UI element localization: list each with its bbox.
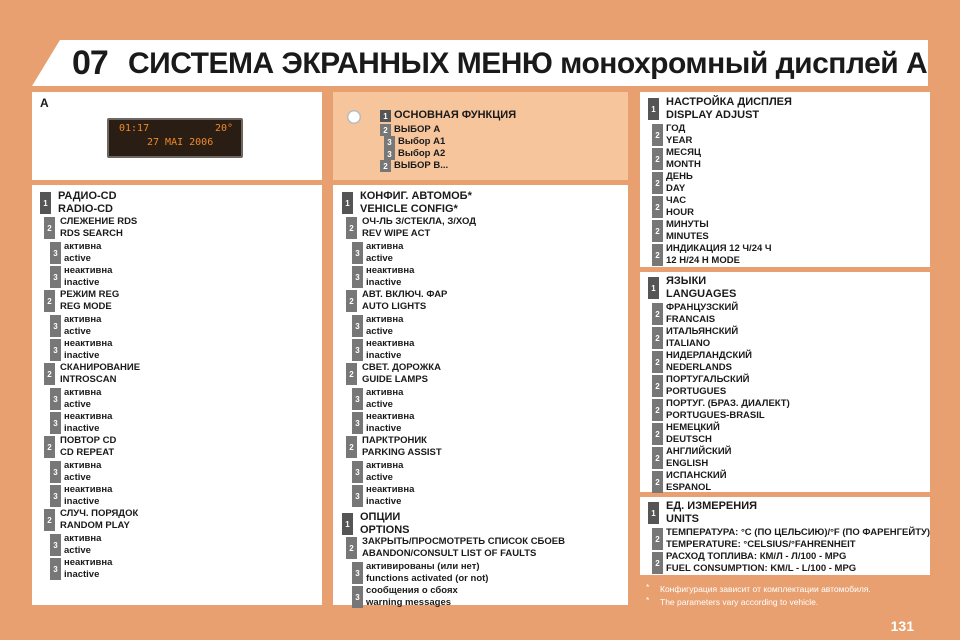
main-menu-level-badge: 3 — [384, 136, 395, 148]
radio-sub-label: неактивна — [64, 338, 113, 349]
units-title: UNITS — [666, 513, 699, 525]
vehicle-sub-label: активна — [366, 241, 404, 252]
display-adjust-item: МИНУТЫ — [666, 219, 709, 230]
radio-sub-label: inactive — [64, 350, 100, 361]
languages-level-badge: 1 — [648, 277, 659, 299]
vehicle-sub-label: активна — [366, 460, 404, 471]
languages-item: НЕМЕЦКИЙ — [666, 422, 720, 433]
vehicle-level-badge: 2 — [346, 290, 357, 312]
options-level-badge: 3 — [352, 586, 363, 608]
radio-sub-label: active — [64, 472, 91, 483]
chapter-number: 07 — [72, 44, 108, 82]
units-level-badge: 2 — [652, 528, 663, 550]
radio-sub-label: активна — [64, 387, 102, 398]
radio-sub-label: неактивна — [64, 411, 113, 422]
languages-level-badge: 2 — [652, 375, 663, 397]
lcd-display — [107, 118, 243, 158]
main-menu-level-badge: 2 — [380, 160, 391, 172]
radio-level-badge: 3 — [50, 388, 61, 410]
languages-level-badge: 2 — [652, 471, 663, 493]
vehicle-title: КОНФИГ. АВТОМОБ* — [360, 190, 472, 202]
radio-level-badge: 3 — [50, 461, 61, 483]
vehicle-sub-label: active — [366, 253, 393, 264]
vehicle-group-label: СВЕТ. ДОРОЖКА — [362, 362, 441, 373]
main-menu-title: ОСНОВНАЯ ФУНКЦИЯ — [394, 109, 517, 121]
radio-level-badge: 3 — [50, 339, 61, 361]
main-menu-item: Выбор A2 — [398, 148, 446, 159]
radio-title: RADIO-CD — [58, 203, 113, 215]
radio-level-badge: 3 — [50, 266, 61, 288]
radio-group-label: СКАНИРОВАНИЕ — [60, 362, 141, 373]
vehicle-sub-label: active — [366, 326, 393, 337]
languages-item: PORTUGUES — [666, 386, 727, 397]
footnote-star-en: * — [646, 595, 650, 605]
units-item: TEMPERATURE: °CELSIUS/°FAHRENHEIT — [666, 539, 856, 550]
vehicle-level-badge: 3 — [352, 388, 363, 410]
options-sub-label: functions activated (or not) — [366, 573, 489, 584]
display-adjust-item: ДЕНЬ — [666, 171, 693, 182]
main-menu-level-badge: 1 — [380, 110, 391, 122]
units-item: РАСХОД ТОПЛИВА: КМ/Л - Л/100 - MPG — [666, 551, 847, 562]
options-sub-label: активированы (или нет) — [366, 561, 480, 572]
vehicle-level-badge: 2 — [346, 217, 357, 239]
radio-level-badge: 3 — [50, 534, 61, 556]
languages-title: ЯЗЫКИ — [666, 275, 707, 287]
radio-level-badge: 2 — [44, 290, 55, 312]
display-adjust-level-badge: 2 — [652, 172, 663, 194]
languages-item: PORTUGUES-BRASIL — [666, 410, 765, 421]
vehicle-level-badge: 3 — [352, 266, 363, 288]
vehicle-level-badge: 3 — [352, 315, 363, 337]
display-panel-label: A — [40, 96, 49, 110]
languages-item: NEDERLANDS — [666, 362, 732, 373]
radio-sub-label: inactive — [64, 423, 100, 434]
vehicle-group-label: AUTO LIGHTS — [362, 301, 427, 312]
radio-sub-label: inactive — [64, 277, 100, 288]
languages-level-badge: 2 — [652, 447, 663, 469]
main-menu-item: ВЫБОР B... — [394, 160, 449, 171]
display-adjust-item: ЧАС — [666, 195, 687, 206]
vehicle-sub-label: неактивна — [366, 484, 415, 495]
radio-group-label: ПОВТОР CD — [60, 435, 117, 446]
display-adjust-item: MINUTES — [666, 231, 709, 242]
vehicle-sub-label: active — [366, 472, 393, 483]
radio-sub-label: active — [64, 399, 91, 410]
languages-item: АНГЛИЙСКИЙ — [666, 446, 732, 457]
languages-level-badge: 2 — [652, 399, 663, 421]
languages-item: ПОРТУГАЛЬСКИЙ — [666, 374, 750, 385]
vehicle-title: VEHICLE CONFIG* — [360, 203, 458, 215]
languages-level-badge: 2 — [652, 423, 663, 445]
languages-item: ESPANOL — [666, 482, 712, 493]
radio-sub-label: активна — [64, 533, 102, 544]
display-adjust-item: DAY — [666, 183, 686, 194]
radio-level-badge: 2 — [44, 509, 55, 531]
radio-group-label: INTROSCAN — [60, 374, 117, 385]
radio-sub-label: активна — [64, 241, 102, 252]
options-level-badge: 3 — [352, 562, 363, 584]
radio-level-badge: 1 — [40, 192, 51, 214]
units-item: FUEL CONSUMPTION: KM/L - L/100 - MPG — [666, 563, 857, 574]
display-adjust-level-badge: 2 — [652, 124, 663, 146]
languages-item: ПОРТУГ. (БРАЗ. ДИАЛЕКТ) — [666, 398, 790, 409]
languages-level-badge: 2 — [652, 303, 663, 325]
display-adjust-title: НАСТРОЙКА ДИСПЛЕЯ — [666, 96, 792, 108]
languages-item: FRANCAIS — [666, 314, 716, 325]
languages-title: LANGUAGES — [666, 288, 737, 300]
radio-level-badge: 3 — [50, 558, 61, 580]
display-adjust-level-badge: 1 — [648, 98, 659, 120]
radio-level-badge: 3 — [50, 242, 61, 264]
vehicle-level-badge: 3 — [352, 242, 363, 264]
vehicle-sub-label: inactive — [366, 350, 402, 361]
radio-level-badge: 3 — [50, 485, 61, 507]
radio-level-badge: 3 — [50, 315, 61, 337]
sun-icon — [343, 106, 365, 128]
lcd-date: 27 MAI 2006 — [147, 137, 214, 148]
options-title: OPTIONS — [360, 524, 410, 536]
vehicle-sub-label: active — [366, 399, 393, 410]
main-menu-item: Выбор A1 — [398, 136, 446, 147]
main-menu-level-badge: 3 — [384, 148, 395, 160]
radio-sub-label: активна — [64, 460, 102, 471]
options-sub-label: сообщения о сбоях — [366, 585, 458, 596]
main-menu-item: ВЫБОР A — [394, 124, 441, 135]
footnote-ru: Конфигурация зависит от комплектации автомобиля. — [660, 584, 871, 594]
languages-item: ИСПАНСКИЙ — [666, 470, 727, 481]
radio-level-badge: 2 — [44, 217, 55, 239]
languages-item: DEUTSCH — [666, 434, 712, 445]
options-sub-label: warning messages — [366, 597, 452, 608]
vehicle-group-label: GUIDE LAMPS — [362, 374, 428, 385]
units-item: ТЕМПЕРАТУРА: °C (ПО ЦЕЛЬСИЮ)/°F (ПО ФАРЕНГЕЙТУ) — [666, 527, 931, 538]
vehicle-level-badge: 2 — [346, 436, 357, 458]
vehicle-group-label: АВТ. ВКЛЮЧ. ФАР — [362, 289, 448, 300]
footnote-star-ru: * — [646, 582, 650, 592]
radio-sub-label: неактивна — [64, 265, 113, 276]
display-adjust-item: ГОД — [666, 123, 686, 134]
options-group-label: ЗАКРЫТЬ/ПРОСМОТРЕТЬ СПИСОК СБОЕВ — [362, 536, 565, 547]
lcd-time: 01:17 — [119, 123, 150, 134]
languages-level-badge: 2 — [652, 327, 663, 349]
radio-group-label: RDS SEARCH — [60, 228, 123, 239]
radio-level-badge: 3 — [50, 412, 61, 434]
vehicle-sub-label: inactive — [366, 496, 402, 507]
radio-level-badge: 2 — [44, 363, 55, 385]
options-level-badge: 2 — [346, 537, 357, 559]
radio-sub-label: active — [64, 326, 91, 337]
vehicle-level-badge: 3 — [352, 485, 363, 507]
units-level-badge: 1 — [648, 502, 659, 524]
radio-group-label: СЛУЧ. ПОРЯДОК — [60, 508, 139, 519]
vehicle-level-badge: 1 — [342, 192, 353, 214]
options-level-badge: 1 — [342, 513, 353, 535]
radio-sub-label: inactive — [64, 496, 100, 507]
radio-level-badge: 2 — [44, 436, 55, 458]
display-adjust-item: HOUR — [666, 207, 694, 218]
vehicle-group-label: PARKING ASSIST — [362, 447, 442, 458]
radio-group-label: СЛЕЖЕНИЕ RDS — [60, 216, 138, 227]
display-adjust-item: ИНДИКАЦИЯ 12 Ч/24 Ч — [666, 243, 772, 254]
radio-group-label: CD REPEAT — [60, 447, 115, 458]
vehicle-sub-label: inactive — [366, 277, 402, 288]
radio-sub-label: неактивна — [64, 557, 113, 568]
page-number: 131 — [890, 618, 914, 634]
radio-sub-label: active — [64, 545, 91, 556]
vehicle-group-label: ПАРКТРОНИК — [362, 435, 427, 446]
footnote-en: The parameters vary according to vehicle. — [660, 597, 819, 607]
vehicle-level-badge: 3 — [352, 461, 363, 483]
units-title: ЕД. ИЗМЕРЕНИЯ — [666, 500, 758, 512]
radio-group-label: RANDOM PLAY — [60, 520, 130, 531]
lcd-temp: 20° — [215, 123, 234, 134]
radio-title: РАДИО-CD — [58, 190, 117, 202]
languages-level-badge: 2 — [652, 351, 663, 373]
main-menu-panel — [333, 92, 628, 180]
vehicle-sub-label: активна — [366, 387, 404, 398]
vehicle-sub-label: неактивна — [366, 411, 415, 422]
languages-item: НИДЕРЛАНДСКИЙ — [666, 350, 753, 361]
vehicle-level-badge: 3 — [352, 339, 363, 361]
radio-sub-label: активна — [64, 314, 102, 325]
display-adjust-level-badge: 2 — [652, 196, 663, 218]
vehicle-sub-label: неактивна — [366, 265, 415, 276]
units-level-badge: 2 — [652, 552, 663, 574]
display-adjust-item: MONTH — [666, 159, 701, 170]
languages-item: ITALIANO — [666, 338, 711, 349]
vehicle-level-badge: 3 — [352, 412, 363, 434]
vehicle-level-badge: 2 — [346, 363, 357, 385]
languages-item: ENGLISH — [666, 458, 709, 469]
options-title: ОПЦИИ — [360, 511, 401, 523]
main-menu-level-badge: 2 — [380, 124, 391, 136]
vehicle-sub-label: inactive — [366, 423, 402, 434]
languages-item: ФРАНЦУЗСКИЙ — [666, 302, 739, 313]
display-adjust-item: 12 H/24 H MODE — [666, 255, 740, 266]
vehicle-sub-label: неактивна — [366, 338, 415, 349]
display-adjust-level-badge: 2 — [652, 220, 663, 242]
radio-sub-label: active — [64, 253, 91, 264]
vehicle-group-label: REV WIPE ACT — [362, 228, 431, 239]
vehicle-group-label: ОЧ-ЛЬ З/СТЕКЛА, З/ХОД — [362, 216, 477, 227]
display-adjust-item: МЕСЯЦ — [666, 147, 701, 158]
vehicle-sub-label: активна — [366, 314, 404, 325]
languages-item: ИТАЛЬЯНСКИЙ — [666, 326, 739, 337]
page-title: СИСТЕМА ЭКРАННЫХ МЕНЮ монохромный дисплей A — [128, 47, 928, 80]
options-group-label: ABANDON/CONSULT LIST OF FAULTS — [362, 548, 537, 559]
radio-group-label: REG MODE — [60, 301, 112, 312]
display-adjust-level-badge: 2 — [652, 148, 663, 170]
radio-group-label: РЕЖИМ REG — [60, 289, 120, 300]
display-adjust-title: DISPLAY ADJUST — [666, 109, 760, 121]
radio-sub-label: inactive — [64, 569, 100, 580]
display-adjust-item: YEAR — [666, 135, 693, 146]
display-adjust-level-badge: 2 — [652, 244, 663, 266]
radio-sub-label: неактивна — [64, 484, 113, 495]
